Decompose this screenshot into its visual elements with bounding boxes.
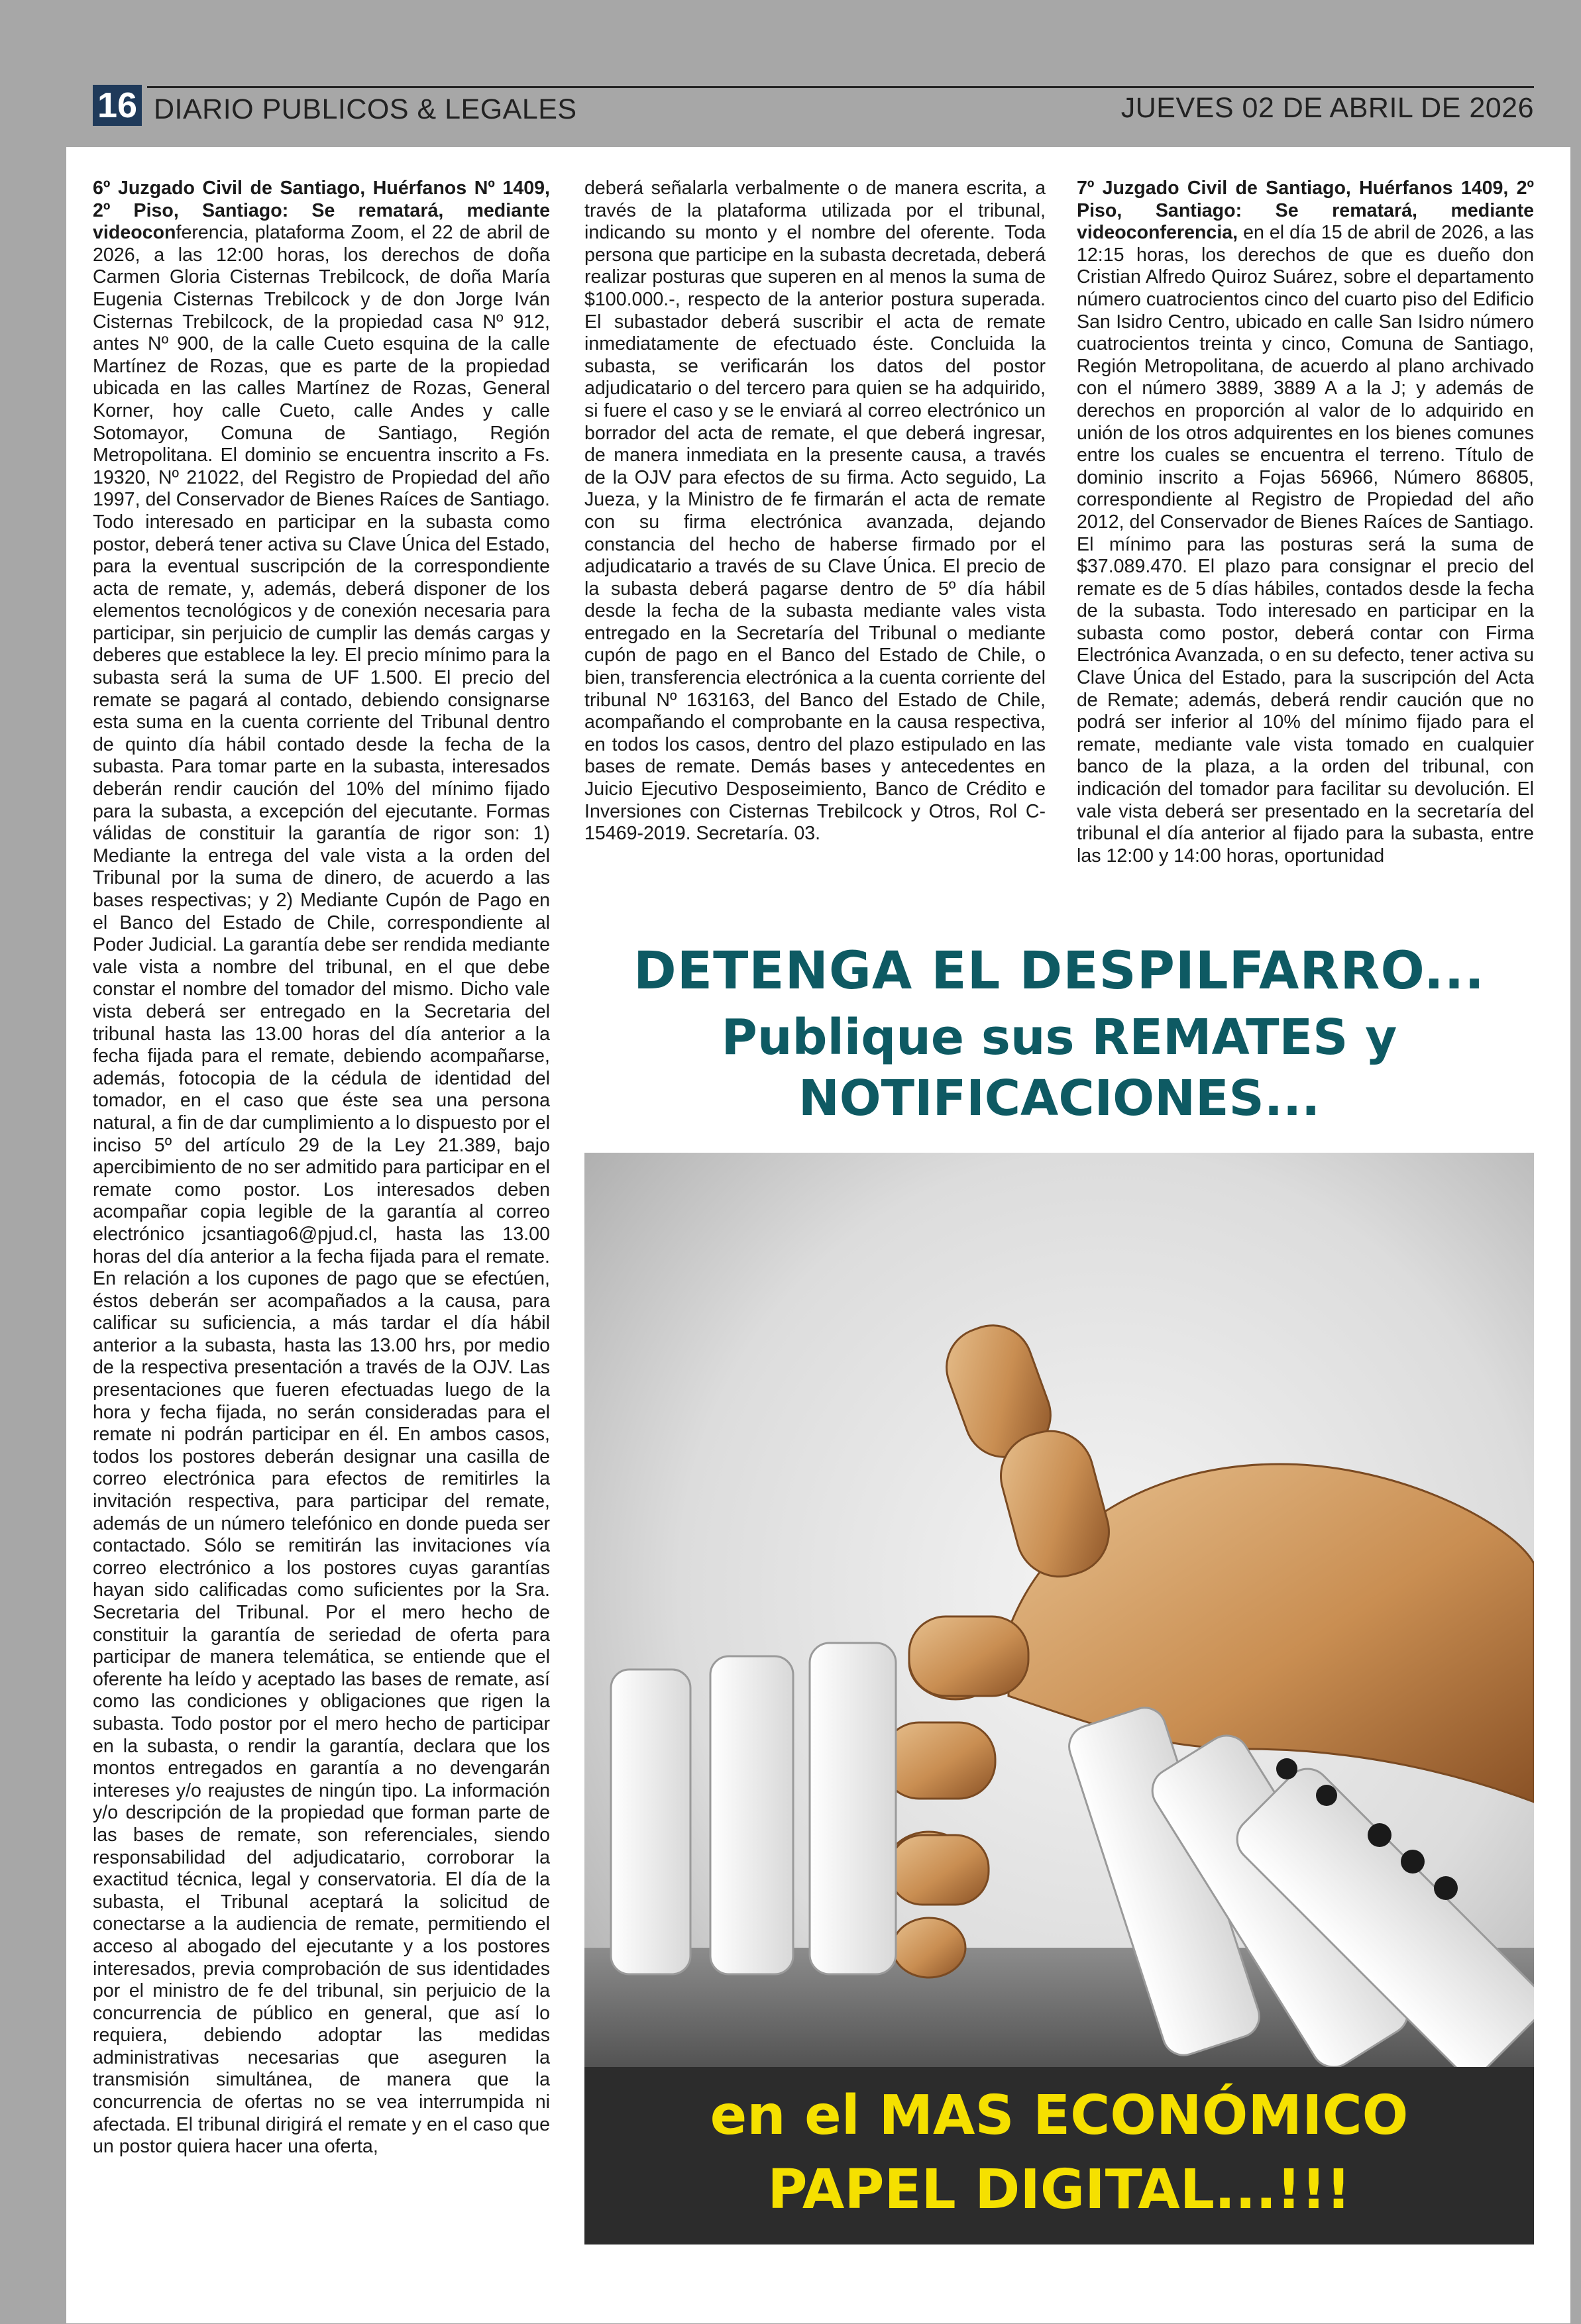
dominoes-hand-illustration [584, 1153, 1534, 2120]
publication-title: DIARIO PUBLICOS & LEGALES [154, 93, 577, 125]
notice-2-body: en el día 15 de abril de 2026, a las 12:15 horas, los derechos de que es dueño don Cristian Alfredo Quiroz Suárez, sobre el departamento número cuatrocientos cinco del cuarto piso del Edificio San Isidro Centro, ubicado en calle San Isidro número cuatrocientos treinta y cinco, Comuna de Santiago, Región Metropolitana, de acuerdo al plano archivado con el número 3889, 3889 A a la J; y además de derechos en proporción al valor de lo adquirido en unión de los otros adquirentes en los bienes comunes entre los cuales se encuentra el terreno. Título de dominio inscrito a Fojas 56966, Número 86805, correspondiente al Registro de Propiedad del año 2012, del Conservador de Bienes Raíces de Santiago. El mínimo para las posturas será la suma de $37.089.470. El plazo para consignar el precio del remate es de 5 días hábiles, contados desde la fecha de la subasta. Todo interesado en participar en la subasta como postor, deberá contar con Firma Electrónica Avanzada, o en su defecto, tener activa su Clave Única del Estado, para la suscripción del Acta de Remate; además, deberá rendir caución que no podrá ser inferior al 10% del mínimo fijado para el remate, mediante vale vista tomado en cualquier banco de la plaza, a la orden del tribunal, con indicación del tomador para facilitar su devolución. El vale vista deberá ser presentado en la secretaría del tribunal el día anterior al fijado para la subasta, entre las 12:00 y 14:00 horas, oportunidad [1077, 222, 1534, 867]
ad-subheadline-line-1: Publique sus REMATES y [721, 1009, 1397, 1066]
notice-column-1 [93, 178, 550, 2264]
notice-column-2 [584, 178, 1046, 888]
notice-column-3 [1077, 178, 1534, 888]
ad-headline: DETENGA EL DESPILFARRO... [633, 941, 1485, 1001]
page-number: 16 [93, 85, 142, 126]
publication-date: JUEVES 02 DE ABRIL DE 2026 [1120, 92, 1534, 124]
ad-footer [584, 2079, 1534, 2227]
ad-footer-line-1: en el MAS ECONÓMICO [710, 2084, 1409, 2147]
advertisement [584, 914, 1534, 2246]
ad-subheadline [584, 1007, 1534, 1129]
notice-1-continuation: deberá señalarla verbalmente o de manera escrita, a través de la plataforma utilizada por el tribunal, indicando su monto y el nombre del oferente. Toda persona que participe en la subasta decretada, deberá realizar posturas que superen en al menos la suma de $100.000.-, respecto de la anterior postura superada. El subastador deberá suscribir el acta de remate inmediatamente de efectuado éste. Concluida la subasta, se verificarán los datos del postor adjudicatario o del tercero para quien se ha adquirido, si fuere el caso y se le enviará al correo electrónico un borrador del acta de remate, el que deberá ingresar, de manera inmediata en la presente causa, a través de la OJV para efectos de su firma. Acto seguido, La Jueza, y la Ministro de fe firmarán el acta de remate con su firma electrónica avanzada, dejando constancia del hecho de haberse firmado por el adjudicatario a través de su Clave Única. El precio de la subasta deberá pagarse dentro de 5º día hábil desde la fecha de la subasta mediante vales vista entregado en la Secretaría del Tribunal o mediante cupón de pago en el Banco del Estado de Chile, o bien, transferencia electrónica a la cuenta corriente del tribunal Nº 163163, del Banco del Estado de Chile, acompañando el comprobante en la causa respectiva, en todos los casos, dentro del plazo estipulado en las bases de remate. Demás bases y antecedentes en Juicio Ejecutivo Desposeimiento, Banco de Crédito e Inversiones con Cisternas Trebilcock y Otros, Rol C-15469-2019. Secretaría. 03. [584, 178, 1046, 845]
notice-2-heading: 7º Juzgado Civil de Santiago, Huérfanos 1409, 2º Piso, Santiago: Se rematará, mediante videoconferencia, [1077, 178, 1534, 244]
notice-1-body: ferencia, plataforma Zoom, el 22 de abril de 2026, a las 12:00 horas, los derechos de doña Carmen Gloria Cisternas Trebilcock, de doña María Eugenia Cisternas Trebilcock y de don Jorge Iván Cisternas Trebilcock, de la propiedad casa Nº 912, antes Nº 900, de la calle Cueto esquina de la calle Martínez de Rozas, que es parte de la propiedad ubicada en las calles Martínez de Rozas, General Korner, hoy calle Cueto, calle Andes y calle Sotomayor, Comuna de Santiago, Región Metropolitana. El dominio se encuentra inscrito a Fs. 19320, Nº 21022, del Registro de Propiedad del año 1997, del Conservador de Bienes Raíces de Santiago. Todo interesado en participar en la subasta como postor, deberá tener activa su Clave Única del Estado, para la eventual suscripción de la correspondiente acta de remate, y, además, deberá disponer de los elementos tecnológicos y de conexión necesaria para participar, sin perjuicio de cumplir las demás cargas y deberes que establece la ley. El precio mínimo para la subasta será la suma de UF 1.500. El precio del remate se pagará al contado, debiendo consignarse esta suma en la cuenta corriente del Tribunal dentro de quinto día hábil contado desde la fecha de la subasta. Para tomar parte en la subasta, interesados deberán rendir caución del 10% del mínimo fijado para la subasta, a excepción del ejecutante. Formas válidas de constituir la garantía de rigor son: 1) Mediante la entrega del vale vista a la orden del Tribunal por la suma de dinero, de acuerdo a las bases respectivas; y 2) Mediante Cupón de Pago en el Banco del Estado de Chile, correspondiente al Poder Judicial. La garantía debe ser rendida mediante vale vista a nombre del tribunal, en el que debe constar el nombre del tomador del mismo. Dicho vale vista deberá ser entregado en la Secretaria del tribunal hasta las 13.00 horas del día anterior a la fecha fijada para el remate, debiendo acompañarse, además, fotocopia de la cédula de identidad del tomador, en el caso que éste sea una persona natural, a fin de dar cumplimiento a lo dispuesto por el inciso 5º del artículo 29 de la Ley 21.389, bajo apercibimiento de no ser admitido para participar en el remate como postor. Los interesados deben acompañar copia legible de la garantía al correo electrónico jcsantiago6@pjud.cl, hasta las 13.00 horas del día anterior a la fecha fijada para el remate. En relación a los cupones de pago que se efectúen, éstos deberán ser acompañados a la causa, para calificar su suficiencia, a más tardar el día hábil anterior a la subasta, hasta las 13.00 hrs, por medio de la respectiva presentación a través de la OJV. Las presentaciones que fueren efectuadas luego de la hora y fecha fijada, no serán consideradas para el remate ni podrán participar en él. En ambos casos, todos los postores deberán designar una casilla de correo electrónica para efectos de remitirles la invitación respectiva, para participar del remate, además de un número telefónico en donde pueda ser contactado. Sólo se remitirán las invitaciones vía correo electrónico a los postores cuyas garantías hayan sido calificadas como suficientes por la Sra. Secretaria del Tribunal. Por el mero hecho de constituir la garantía de seriedad de oferta para participar de manera telemática, se entiende que el oferente ha leído y aceptado las bases de remate, así como las condiciones y obligaciones que rigen la subasta. Todo postor por el mero hecho de participar en la subasta, o rendir la garantía, declara que los montos entregados en garantía a no devengarán intereses y/o reajustes de ningún tipo. La información y/o descripción de la propiedad que forman parte de las bases de remate, son referenciales, siendo responsabilidad del adjudicatario, corroborar la exactitud técnica, legal y conservatoria. El día de la subasta, el Tribunal aceptará la solicitud de conectarse a la audiencia de remate, permitiendo el acceso al abogado del ejecutante y a los postores interesados, previa comprobación de sus identidades por el ministro de fe del tribunal, sin perjuicio de la concurrencia de público en general, que así lo requiera, debiendo adoptar las medidas administrativas necesarias que aseguren la transmisión simultánea, de manera que la concurrencia de ofertas no se vea interrumpida ni afectada. El tribunal dirigirá el remate y en el caso que un postor quiera hacer una oferta, [93, 222, 550, 2158]
ad-subheadline-line-2: NOTIFICACIONES... [798, 1070, 1321, 1127]
header-rule [147, 86, 1534, 88]
page-header [93, 85, 1534, 127]
notice-1-heading: 6º Juzgado Civil de Santiago, Huérfanos Nº 1409, 2º Piso, Santiago: Se rematará, mediante videocon [93, 178, 550, 244]
ad-footer-line-2: PAPEL DIGITAL...!!! [767, 2158, 1351, 2221]
